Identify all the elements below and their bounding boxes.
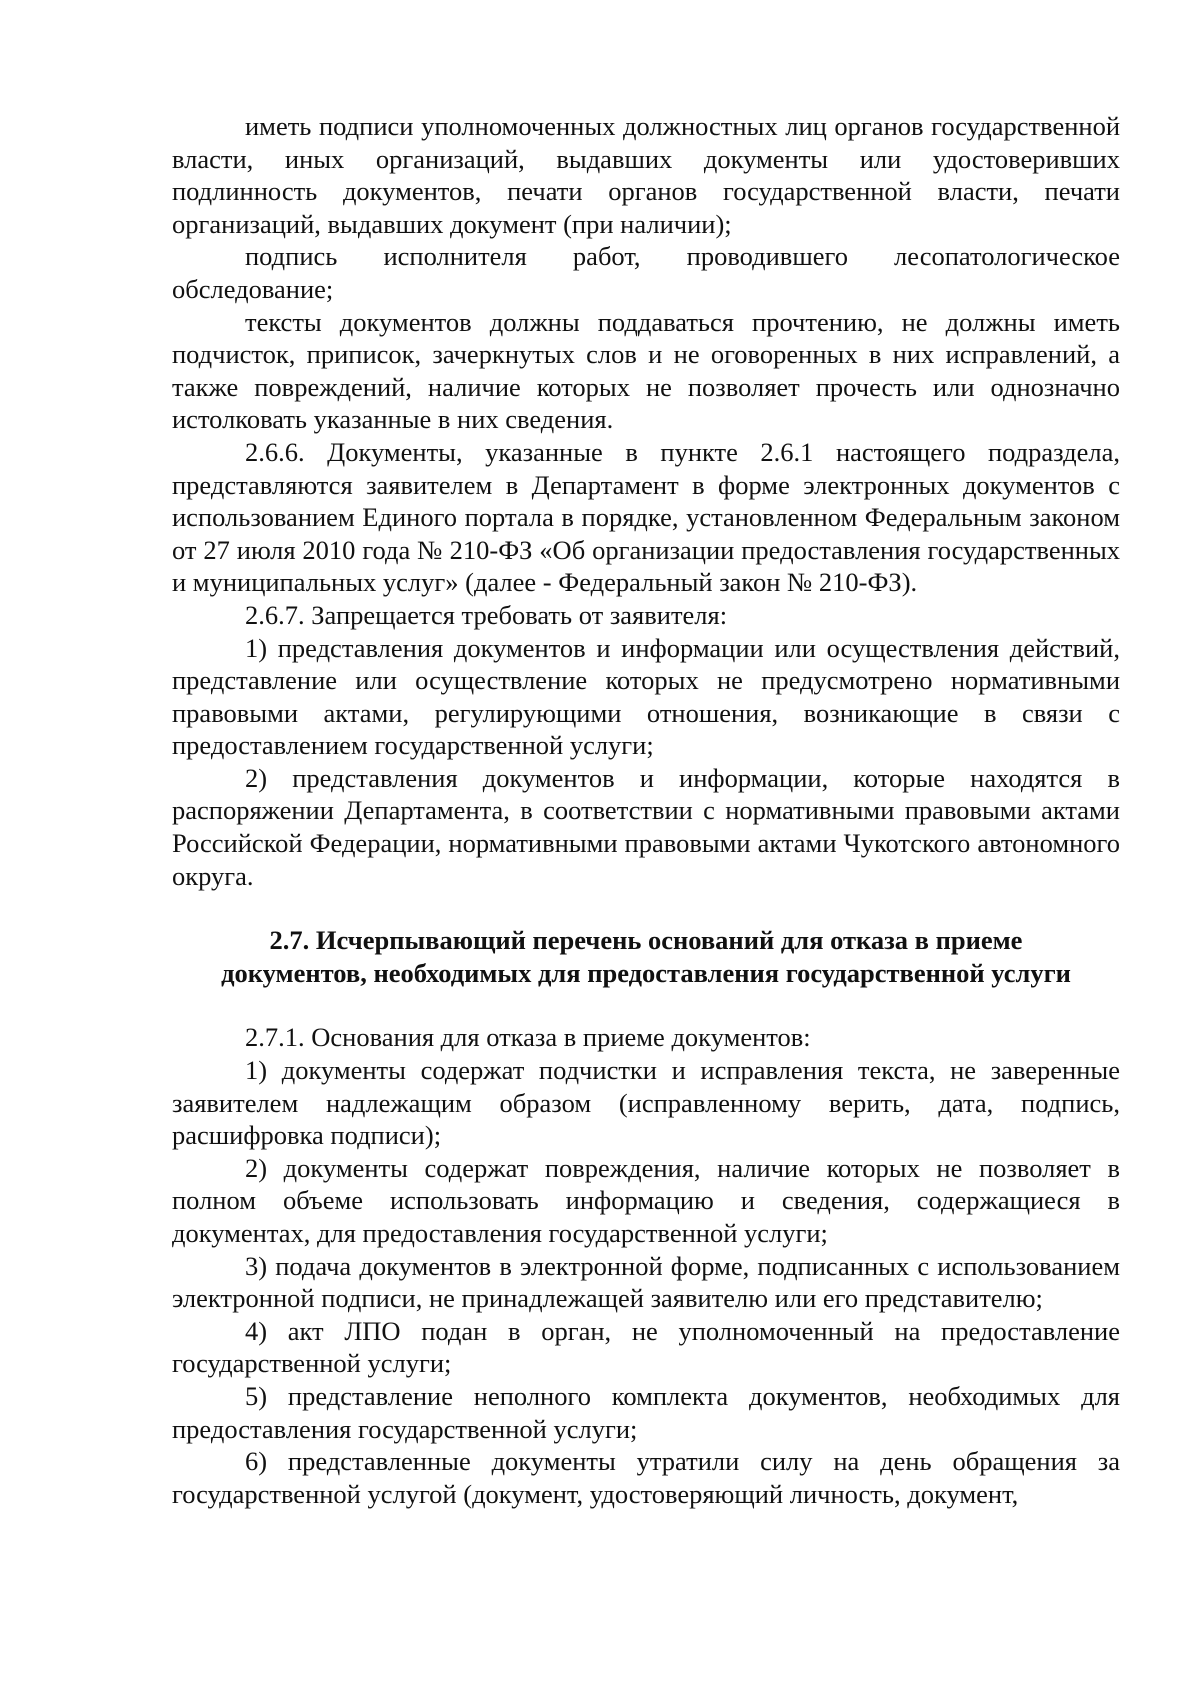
section-heading-2-7: [172, 924, 1120, 989]
paragraph-readability: тексты документов должны поддаваться прочтению, не должны иметь подчисток, приписок, зачеркнутых слов и не оговоренных в них исправлений, а также повреждений, наличие которых не позволяет прочесть или однозначно истолковать указанные в них сведения.: [172, 306, 1120, 435]
section-heading-line-1: 2.7. Исчерпывающий перечень оснований для отказа в приеме: [269, 925, 1023, 956]
spacer: [172, 989, 1120, 1021]
spacer: [172, 892, 1120, 924]
paragraph-signatures: иметь подписи уполномоченных должностных лиц органов государственной власти, иных организаций, выдавших документы или удостоверивших подлинность документов, печати органов государственной власти, печати организаций, выдавших документ (при наличии);: [172, 111, 1120, 239]
paragraph-2-6-6: 2.6.6. Документы, указанные в пункте 2.6.1 настоящего подраздела, представляются заявителем в Департамент в форме электронных документов с использованием Единого портала в порядке, установленном Федеральным законом от 27 июля 2010 года № 210-ФЗ «Об организации предоставления государственных и муниципальных услуг» (далее - Федеральный закон № 210-ФЗ).: [172, 436, 1120, 598]
paragraph-2-7-1-item-1: 1) документы содержат подчистки и исправления текста, не заверенные заявителем надлежащим образом (исправленному верить, дата, подпись, расшифровка подписи);: [172, 1055, 1120, 1151]
paragraph-2-7-1-item-3: 3) подача документов в электронной форме, подписанных с использованием электронной подписи, не принадлежащей заявителю или его представителю;: [172, 1250, 1120, 1314]
paragraph-2-6-7: 2.6.7. Запрещается требовать от заявителя:: [245, 599, 728, 630]
paragraph-2-7-1-item-4: 4) акт ЛПО подан в орган, не уполномоченный на предоставление государственной услуги;: [172, 1315, 1120, 1379]
section-heading-line-2: документов, необходимых для предоставления государственной услуги: [221, 957, 1071, 988]
paragraph-executor-signature: подпись исполнителя работ, проводившего лесопатологическое обследование;: [172, 241, 1120, 304]
paragraph-2-7-1-item-2: 2) документы содержат повреждения, наличие которых не позволяет в полном объеме использовать информацию и сведения, содержащиеся в документах, для предоставления государственной услуги;: [172, 1152, 1120, 1248]
paragraph-2-7-1-item-5: 5) представление неполного комплекта документов, необходимых для предоставления государственной услуги;: [172, 1380, 1120, 1444]
paragraph-2-7-1-item-6: 6) представленные документы утратили силу на день обращения за государственной услугой (документ, удостоверяющий личность, документ,: [172, 1446, 1120, 1509]
paragraph-2-7-1: 2.7.1. Основания для отказа в приеме документов:: [245, 1022, 811, 1053]
document-page: [172, 110, 1120, 1510]
paragraph-2-6-7-item-2: 2) представления документов и информации, которые находятся в распоряжении Департамента, в соответствии с нормативными правовыми актами Российской Федерации, нормативными правовыми актами Чукотского автономного округа.: [172, 762, 1120, 891]
paragraph-2-6-7-item-1: 1) представления документов и информации или осуществления действий, представление или осуществление которых не предусмотрено нормативными правовыми актами, регулирующими отношения, возникающие в связи с предоставлением государственной услуги;: [172, 632, 1120, 761]
